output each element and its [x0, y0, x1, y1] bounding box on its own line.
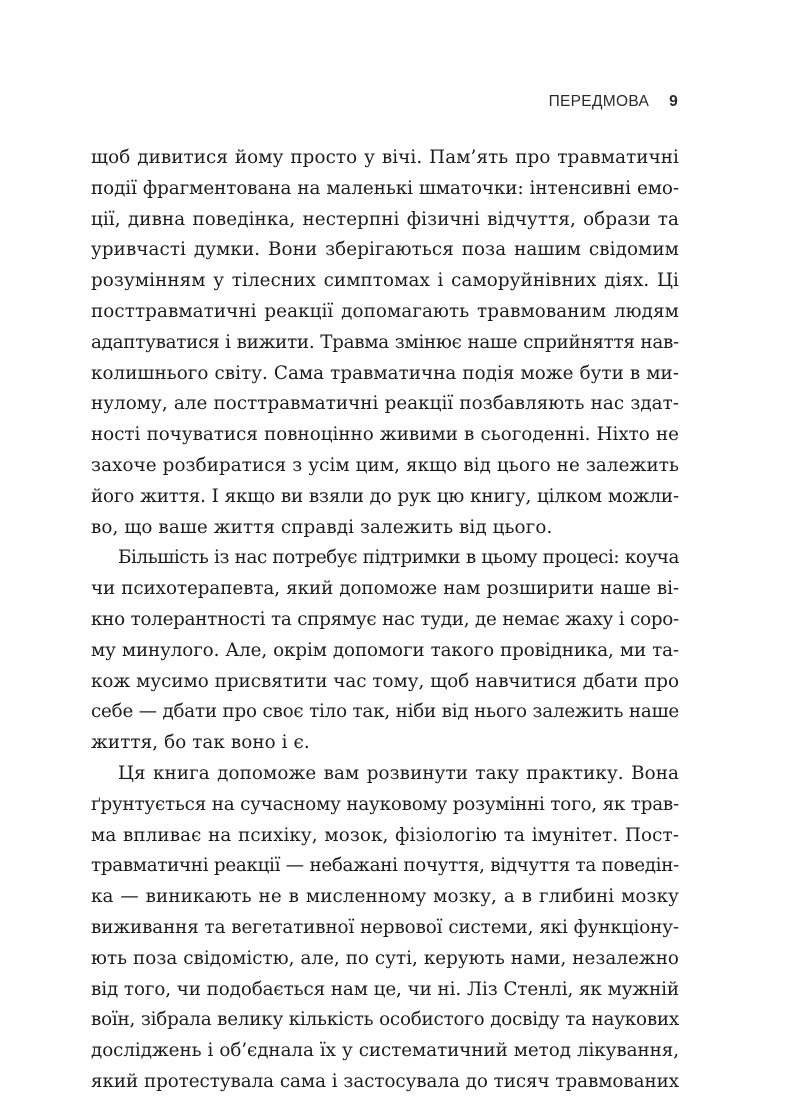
text-line: адаптуватися і вижити. Травма змінює наше сприйняття нав- [91, 331, 679, 353]
text-line: во, що ваше життя справді залежить від цього. [91, 516, 553, 538]
text-line: себе — дбати про своє тіло так, ніби від нього залежить наше [91, 701, 679, 723]
text-line: досліджень і об’єднала їх у систематичний метод лікування, [91, 1040, 679, 1062]
text-line: кож мусимо присвятити час тому, щоб навчитися дбати про [91, 670, 679, 692]
text-line: який протестувала сама і застосувала до тисяч травмованих [91, 1070, 679, 1092]
text-line: захоче розбиратися з усім цим, якщо від цього не залежить [91, 454, 679, 476]
text-line: Ця книга допоможе вам розвинути таку практику. Вона [118, 762, 679, 784]
text-line: колишнього світу. Сама травматична подія може бути в ми- [91, 362, 679, 384]
section-title: ПЕРЕДМОВА [548, 93, 650, 110]
text-line: ґрунтується на сучасному науковому розумінні того, як трав- [91, 793, 679, 815]
paragraph-3 [91, 759, 679, 1098]
text-line: щоб дивитися йому просто у вічі. Пам’ять про травматичні [91, 147, 679, 168]
text-line: виживання та вегетативної нервової системи, які функціону- [91, 916, 679, 938]
text-line: Більшість із нас потребує підтримки в цьому процесі: коуча [118, 547, 679, 569]
running-head [549, 93, 678, 111]
text-line: уривчасті думки. Вони зберігаються поза нашим свідомим [91, 239, 679, 261]
text-line: нулому, але посттравматичні реакції позбавляють нас здат- [91, 393, 679, 415]
text-line: ції, дивна поведінка, нестерпні фізичні відчуття, образи та [91, 208, 679, 230]
text-line: посттравматичні реакції допомагають травмованим людям [91, 300, 679, 322]
paragraph-1 [91, 143, 679, 543]
text-line: травматичні реакції — небажані почуття, відчуття та поведін- [91, 855, 679, 877]
text-line: від того, чи подобається нам це, чи ні. Ліз Стенлі, як мужній [91, 978, 679, 1000]
text-line: життя, бо так воно і є. [91, 732, 310, 754]
text-line: воїн, зібрала велику кількість особистого досвіду та наукових [91, 1009, 679, 1031]
text-line: події фрагментована на маленькі шматочки: інтенсивні емо- [91, 177, 679, 199]
text-line: розумінням у тілесних симптомах і саморуйнівних діях. Ці [91, 270, 679, 292]
text-line: ма впливає на психіку, мозок, фізіологію та імунітет. Пост- [91, 824, 679, 846]
text-line: його життя. І якщо ви взяли до рук цю книгу, цілком можли- [91, 485, 679, 507]
text-line: му минулого. Але, окрім допомоги такого провідника, ми та- [91, 639, 679, 661]
body-text [91, 143, 679, 1098]
text-line: ка — виникають не в мисленному мозку, а в глибині мозку [91, 886, 679, 908]
page-number: 9 [669, 93, 678, 110]
paragraph-2 [91, 543, 679, 759]
text-line: чи психотерапевта, який допоможе нам розширити наше ві- [91, 578, 679, 600]
text-line: ють поза свідомістю, але, по суті, керують нами, незалежно [91, 947, 679, 969]
text-line: кно толерантності та спрямує нас туди, де немає жаху і соро- [91, 608, 679, 630]
text-line: ності почуватися повноцінно живими в сьогоденні. Ніхто не [91, 424, 679, 446]
